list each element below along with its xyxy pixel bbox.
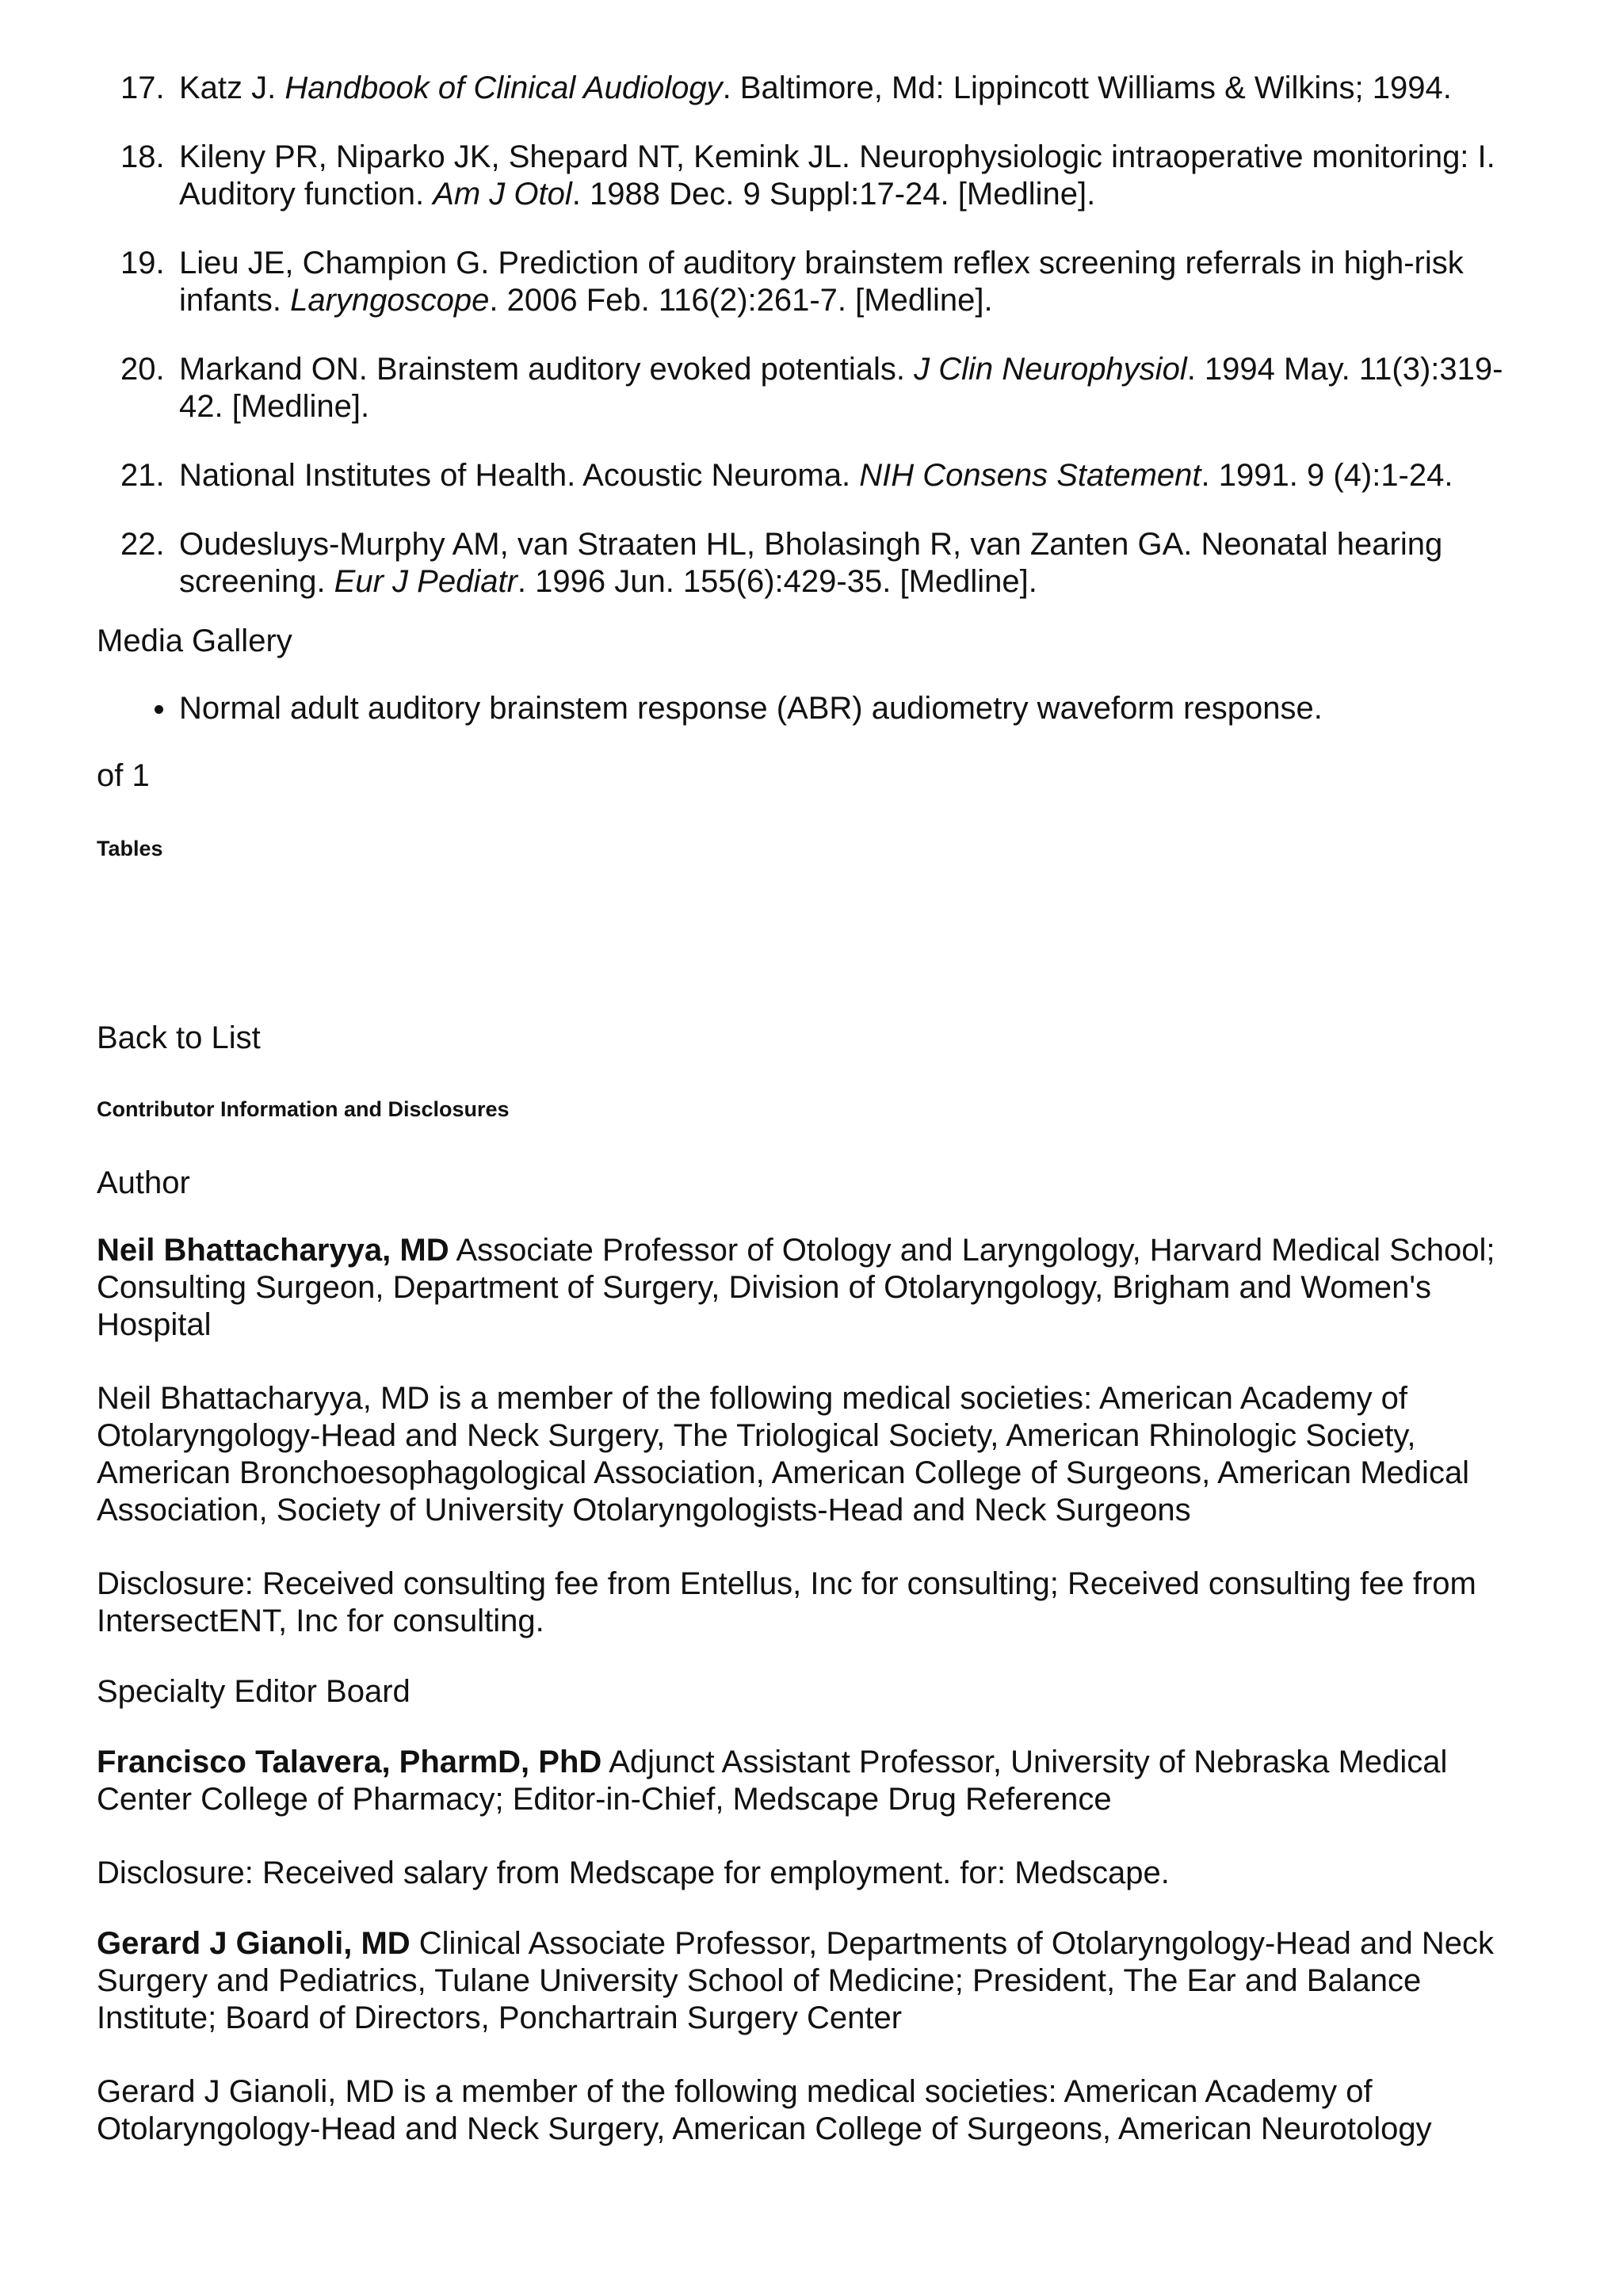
reference-number: 18. <box>120 139 165 174</box>
reference-details: . 2006 Feb. 116(2):261-7. [Medline]. <box>489 283 993 318</box>
media-gallery-counter: of 1 <box>97 758 150 793</box>
reference-authors: Katz J. <box>179 71 285 105</box>
author-bio-paragraph <box>97 1232 1547 1344</box>
reference-number: 19. <box>120 246 165 280</box>
reference-journal: Eur J Pediatr <box>334 564 517 599</box>
reference-list <box>97 70 1547 601</box>
reference-number: 22. <box>120 527 165 562</box>
reference-authors: Markand ON. Brainstem auditory evoked potentials. <box>179 352 915 387</box>
reference-item <box>97 526 1547 601</box>
media-gallery-title: Media Gallery <box>97 624 292 658</box>
editor1-bio-paragraph <box>97 1744 1547 1818</box>
media-gallery-caption: Normal adult auditory brainstem response (ABR) audiometry waveform response. <box>179 691 1323 726</box>
reference-authors: Kileny PR, Niparko JK, Shepard NT, Kemink JL. Neurophysiologic intraoperative monitoring: I. Auditory function. <box>179 139 1495 212</box>
media-gallery-item[interactable] <box>97 690 1547 727</box>
author-societies: Neil Bhattacharyya, MD is a member of the following medical societies: American Academy of Otolaryngology-Head and Neck Surgery, The Triological Society, American Rhinologic Society, American Bronchoesophagological Association, American College of Surgeons, American Medical Association, Society of University Otolaryngologists-Head and Neck Surgeons <box>97 1381 1470 1527</box>
reference-authors: Oudesluys-Murphy AM, van Straaten HL, Bholasingh R, van Zanten GA. Neonatal hearing screening. <box>179 527 1443 599</box>
reference-details: . 1991. 9 (4):1-24. <box>1201 458 1453 493</box>
editor1-bio: Adjunct Assistant Professor, University of Nebraska Medical Center College of Pharmacy; Editor-in-Chief, Medscape Drug Reference <box>97 1745 1448 1817</box>
reference-details: . Baltimore, Md: Lippincott Williams & Wilkins; 1994. <box>722 71 1452 105</box>
reference-details: . 1994 May. 11(3):319-42. [Medline]. <box>179 352 1503 424</box>
author-disclosure: Disclosure: Received consulting fee from Entellus, Inc for consulting; Received consulting fee from IntersectENT, Inc for consulting. <box>97 1566 1476 1638</box>
reference-item <box>97 139 1547 213</box>
reference-item <box>97 457 1547 494</box>
editor2-bio: Clinical Associate Professor, Departments of Otolaryngology-Head and Neck Surgery and Pediatrics, Tulane University School of Medicine; President, The Ear and Balance Institute; Board of Directors, Ponchartrain Surgery Center <box>97 1926 1494 2035</box>
reference-authors: Lieu JE, Champion G. Prediction of auditory brainstem reflex screening referrals in high-risk infants. <box>179 246 1464 318</box>
author-bio: Associate Professor of Otology and Laryngology, Harvard Medical School; Consulting Surgeon, Department of Surgery, Division of Otolaryngology, Brigham and Women's Hospital <box>97 1233 1495 1342</box>
editor1-name: Francisco Talavera, PharmD, PhD <box>97 1745 602 1779</box>
editor2-name: Gerard J Gianoli, MD <box>97 1926 411 1961</box>
editor2-societies: Gerard J Gianoli, MD is a member of the following medical societies: American Academy of Otolaryngology-Head and Neck Surgery, American College of Surgeons, American Neurotology <box>97 2074 1432 2146</box>
reference-number: 20. <box>120 352 165 387</box>
reference-journal: Laryngoscope <box>290 283 490 318</box>
reference-authors: National Institutes of Health. Acoustic Neuroma. <box>179 458 860 493</box>
reference-number: 21. <box>120 458 165 493</box>
reference-item <box>97 351 1547 425</box>
reference-details: . 1988 Dec. 9 Suppl:17-24. [Medline]. <box>571 177 1096 212</box>
contributor-heading: Contributor Information and Disclosures <box>97 1097 510 1121</box>
media-gallery-list <box>97 690 1547 727</box>
editor-board-label: Specialty Editor Board <box>97 1674 411 1709</box>
tables-heading: Tables <box>97 837 163 860</box>
reference-journal: Am J Otol <box>433 177 572 212</box>
reference-item <box>97 245 1547 319</box>
bullet-icon <box>155 705 163 714</box>
reference-number: 17. <box>120 71 165 105</box>
reference-journal: Handbook of Clinical Audiology <box>285 71 723 105</box>
editor2-bio-paragraph <box>97 1925 1547 2037</box>
document-page <box>97 70 1547 2148</box>
editor1-disclosure: Disclosure: Received salary from Medscape for employment. for: Medscape. <box>97 1855 1170 1890</box>
back-to-list-link[interactable]: Back to List <box>97 1020 261 1055</box>
reference-item <box>97 70 1547 107</box>
reference-journal: NIH Consens Statement <box>859 458 1201 493</box>
author-section-label: Author <box>97 1165 190 1200</box>
author-name: Neil Bhattacharyya, MD <box>97 1233 449 1268</box>
reference-journal: J Clin Neurophysiol <box>914 352 1187 387</box>
reference-details: . 1996 Jun. 155(6):429-35. [Medline]. <box>517 564 1037 599</box>
